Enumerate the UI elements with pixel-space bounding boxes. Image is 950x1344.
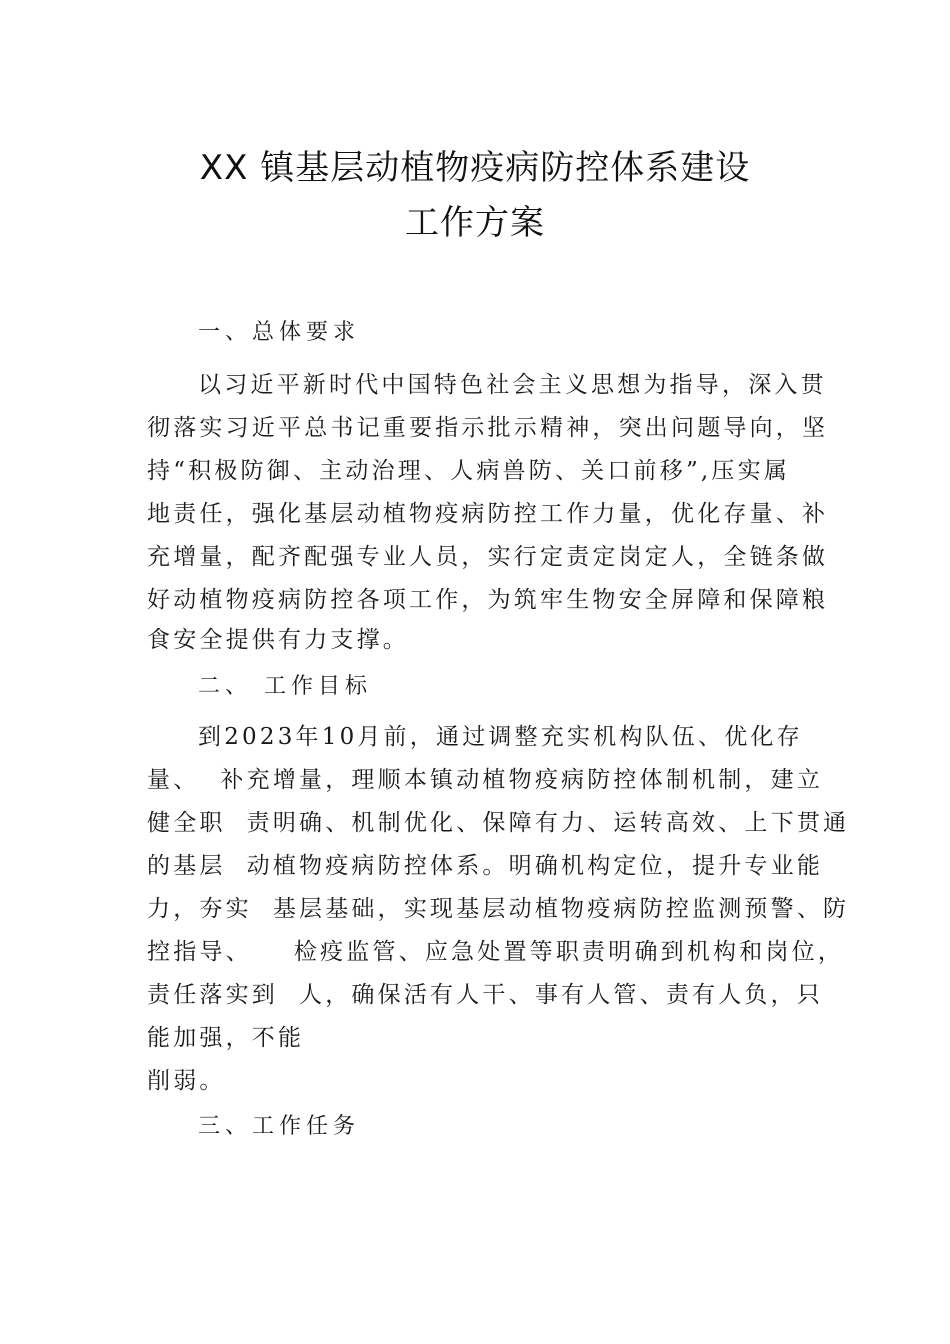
paragraph-line: 的基层 动植物疫病防控体系。明确机构定位，提升专业能 xyxy=(147,853,824,879)
paragraph-line: 食安全提供有力支撑。 xyxy=(147,627,409,653)
paragraph-line: 量、 补充增量，理顺本镇动植物疫病防控体制机制，建立 xyxy=(147,767,824,793)
paragraph-line: 控指导、 检疫监管、应急处置等职责明确到机构和岗位， xyxy=(147,939,845,965)
document-title-line-2: 工作方案 xyxy=(405,203,545,243)
paragraph-line: 充增量，配齐配强专业人员，实行定责定岗定人，全链条做 xyxy=(147,544,829,570)
paragraph-line: 削弱。 xyxy=(147,1068,226,1094)
section-heading-work-tasks: 三、工作任务 xyxy=(198,1114,361,1139)
paragraph-line: 持“积极防御、主动治理、人病兽防、关口前移”,压实属 xyxy=(147,458,791,484)
section-heading-overall-requirements: 一、总体要求 xyxy=(198,320,361,345)
paragraph-line: 能加强，不能 xyxy=(147,1025,305,1051)
paragraph-line: 责任落实到 人，确保活有人干、事有人管、责有人负，只 xyxy=(147,982,824,1008)
paragraph-line: 彻落实习近平总书记重要指示批示精神，突出问题导向，坚 xyxy=(147,415,829,441)
paragraph-line: 力，夯实 基层基础，实现基层动植物疫病防控监测预警、防 xyxy=(147,896,850,922)
paragraph-line: 好动植物疫病防控各项工作，为筑牢生物安全屏障和保障粮 xyxy=(147,587,829,613)
paragraph-line: 地责任，强化基层动植物疫病防控工作力量，优化存量、补 xyxy=(147,501,829,527)
document-title-line-1: XX 镇基层动植物疫病防控体系建设 xyxy=(199,148,751,188)
section-heading-work-goals: 二、 工作目标 xyxy=(198,674,372,699)
paragraph-line: 以习近平新时代中国特色社会主义思想为指导，深入贯 xyxy=(198,372,827,398)
paragraph-line: 健全职 责明确、机制优化、保障有力、运转高效、上下贯通 xyxy=(147,810,850,836)
paragraph-line: 到2023年10月前，通过调整充实机构队伍、优化存 xyxy=(198,724,803,750)
